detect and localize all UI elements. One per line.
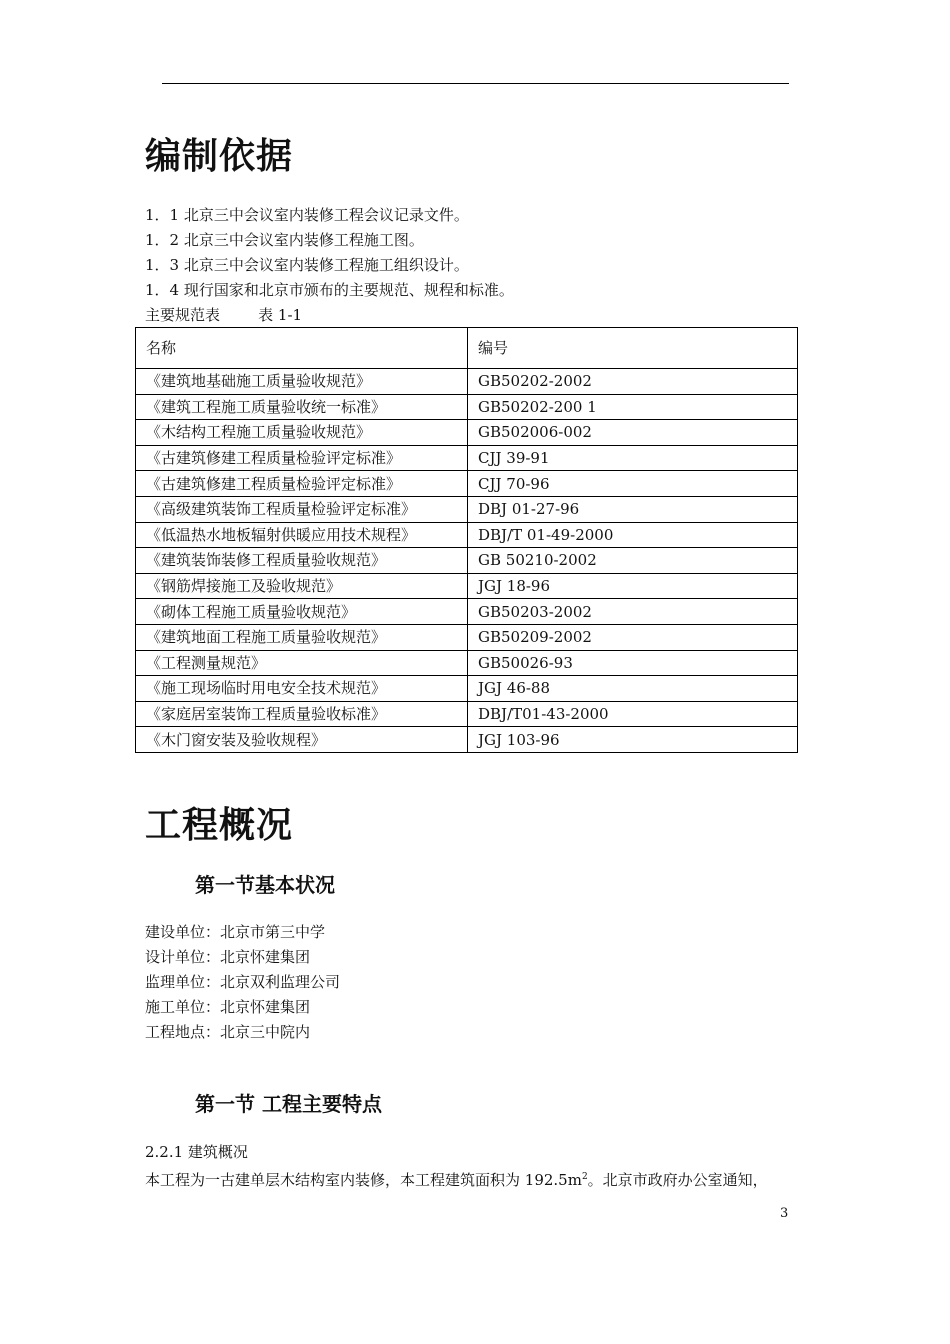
- table-row: [136, 701, 798, 727]
- spec-name-cell: 《建筑工程施工质量验收统一标准》: [136, 394, 468, 420]
- spec-name-cell: 《家庭居室装饰工程质量验收标准》: [136, 701, 468, 727]
- spec-code-cell: DBJ/T01-43-2000: [468, 701, 798, 727]
- spec-name-cell: 《工程测量规范》: [136, 650, 468, 676]
- spec-code-cell: GB502006-002: [468, 420, 798, 446]
- spec-name-cell: 《建筑装饰装修工程质量验收规范》: [136, 548, 468, 574]
- table-row: [136, 445, 798, 471]
- basic-info-list: [145, 920, 340, 1045]
- spec-code-cell: GB 50210-2002: [468, 548, 798, 574]
- spec-name-cell: 《木结构工程施工质量验收规范》: [136, 420, 468, 446]
- info-line: 监理单位：北京双利监理公司: [145, 973, 341, 991]
- header-rule: [162, 83, 789, 84]
- spec-code-cell: CJJ 39-91: [468, 445, 798, 471]
- spec-code-cell: JGJ 103-96: [468, 727, 798, 753]
- spec-name-cell: 《古建筑修建工程质量检验评定标准》: [136, 445, 468, 471]
- spec-name-cell: 《砌体工程施工质量验收规范》: [136, 599, 468, 625]
- spec-table: [135, 327, 798, 753]
- info-line: 设计单位：北京怀建集团: [145, 948, 311, 966]
- spec-code-cell: JGJ 18-96: [468, 573, 798, 599]
- basis-item: 1．4 现行国家和北京市颁布的主要规范、规程和标准。: [145, 281, 514, 299]
- table-row: [136, 394, 798, 420]
- table-row: [136, 727, 798, 753]
- info-line: 工程地点：北京三中院内: [145, 1023, 311, 1041]
- spec-code-cell: GB50202-2002: [468, 369, 798, 395]
- spec-name-cell: 《钢筋焊接施工及验收规范》: [136, 573, 468, 599]
- spec-code-cell: GB50209-2002: [468, 624, 798, 650]
- subsection-title-basic: 第一节基本状况: [195, 873, 335, 897]
- table-row: [136, 650, 798, 676]
- section-title-overview: 工程概况: [145, 805, 294, 846]
- basis-list: [145, 203, 514, 303]
- table-row: [136, 471, 798, 497]
- spec-code-cell: CJJ 70-96: [468, 471, 798, 497]
- page-number: 3: [780, 1206, 789, 1221]
- spec-code-cell: GB50026-93: [468, 650, 798, 676]
- table-row: [136, 369, 798, 395]
- subsection-title-features: 第一节 工程主要特点: [195, 1092, 382, 1116]
- spec-code-cell: GB50202-200 1: [468, 394, 798, 420]
- section-title-basis: 编制依据: [145, 136, 294, 177]
- spec-name-cell: 《建筑地基础施工质量验收规范》: [136, 369, 468, 395]
- spec-name-cell: 《施工现场临时用电安全技术规范》: [136, 676, 468, 702]
- spec-name-cell: 《古建筑修建工程质量检验评定标准》: [136, 471, 468, 497]
- spec-code-cell: GB50203-2002: [468, 599, 798, 625]
- spec-name-cell: 《木门窗安装及验收规程》: [136, 727, 468, 753]
- spec-name-cell: 《高级建筑装饰工程质量检验评定标准》: [136, 496, 468, 522]
- features-body: 本工程为一古建单层木结构室内装修，本工程建筑面积为 $192.5m^2$。北京市政府办公室通知，: [145, 1171, 768, 1189]
- header-name: 名称: [136, 328, 468, 369]
- spec-name-cell: 《低温热水地板辐射供暖应用技术规程》: [136, 522, 468, 548]
- spec-code-cell: DBJ 01-27-96: [468, 496, 798, 522]
- features-heading: 2.2.1 建筑概况: [145, 1143, 248, 1161]
- table-caption: 主要规范表 表 1-1: [145, 306, 303, 324]
- info-line: 建设单位：北京市第三中学: [145, 923, 326, 941]
- table-row: [136, 624, 798, 650]
- table-header-row: [136, 328, 798, 369]
- basis-item: 1．2 北京三中会议室内装修工程施工图。: [145, 231, 424, 249]
- table-row: [136, 420, 798, 446]
- table-row: [136, 548, 798, 574]
- table-row: [136, 599, 798, 625]
- header-code: 编号: [468, 328, 798, 369]
- info-line: 施工单位：北京怀建集团: [145, 998, 311, 1016]
- table-row: [136, 522, 798, 548]
- spec-code-cell: JGJ 46-88: [468, 676, 798, 702]
- table-row: [136, 496, 798, 522]
- spec-name-cell: 《建筑地面工程施工质量验收规范》: [136, 624, 468, 650]
- basis-item: 1．3 北京三中会议室内装修工程施工组织设计。: [145, 256, 469, 274]
- basis-item: 1．1 北京三中会议室内装修工程会议记录文件。: [145, 206, 469, 224]
- features-text: [145, 1140, 768, 1190]
- spec-code-cell: DBJ/T 01-49-2000: [468, 522, 798, 548]
- table-row: [136, 573, 798, 599]
- table-row: [136, 676, 798, 702]
